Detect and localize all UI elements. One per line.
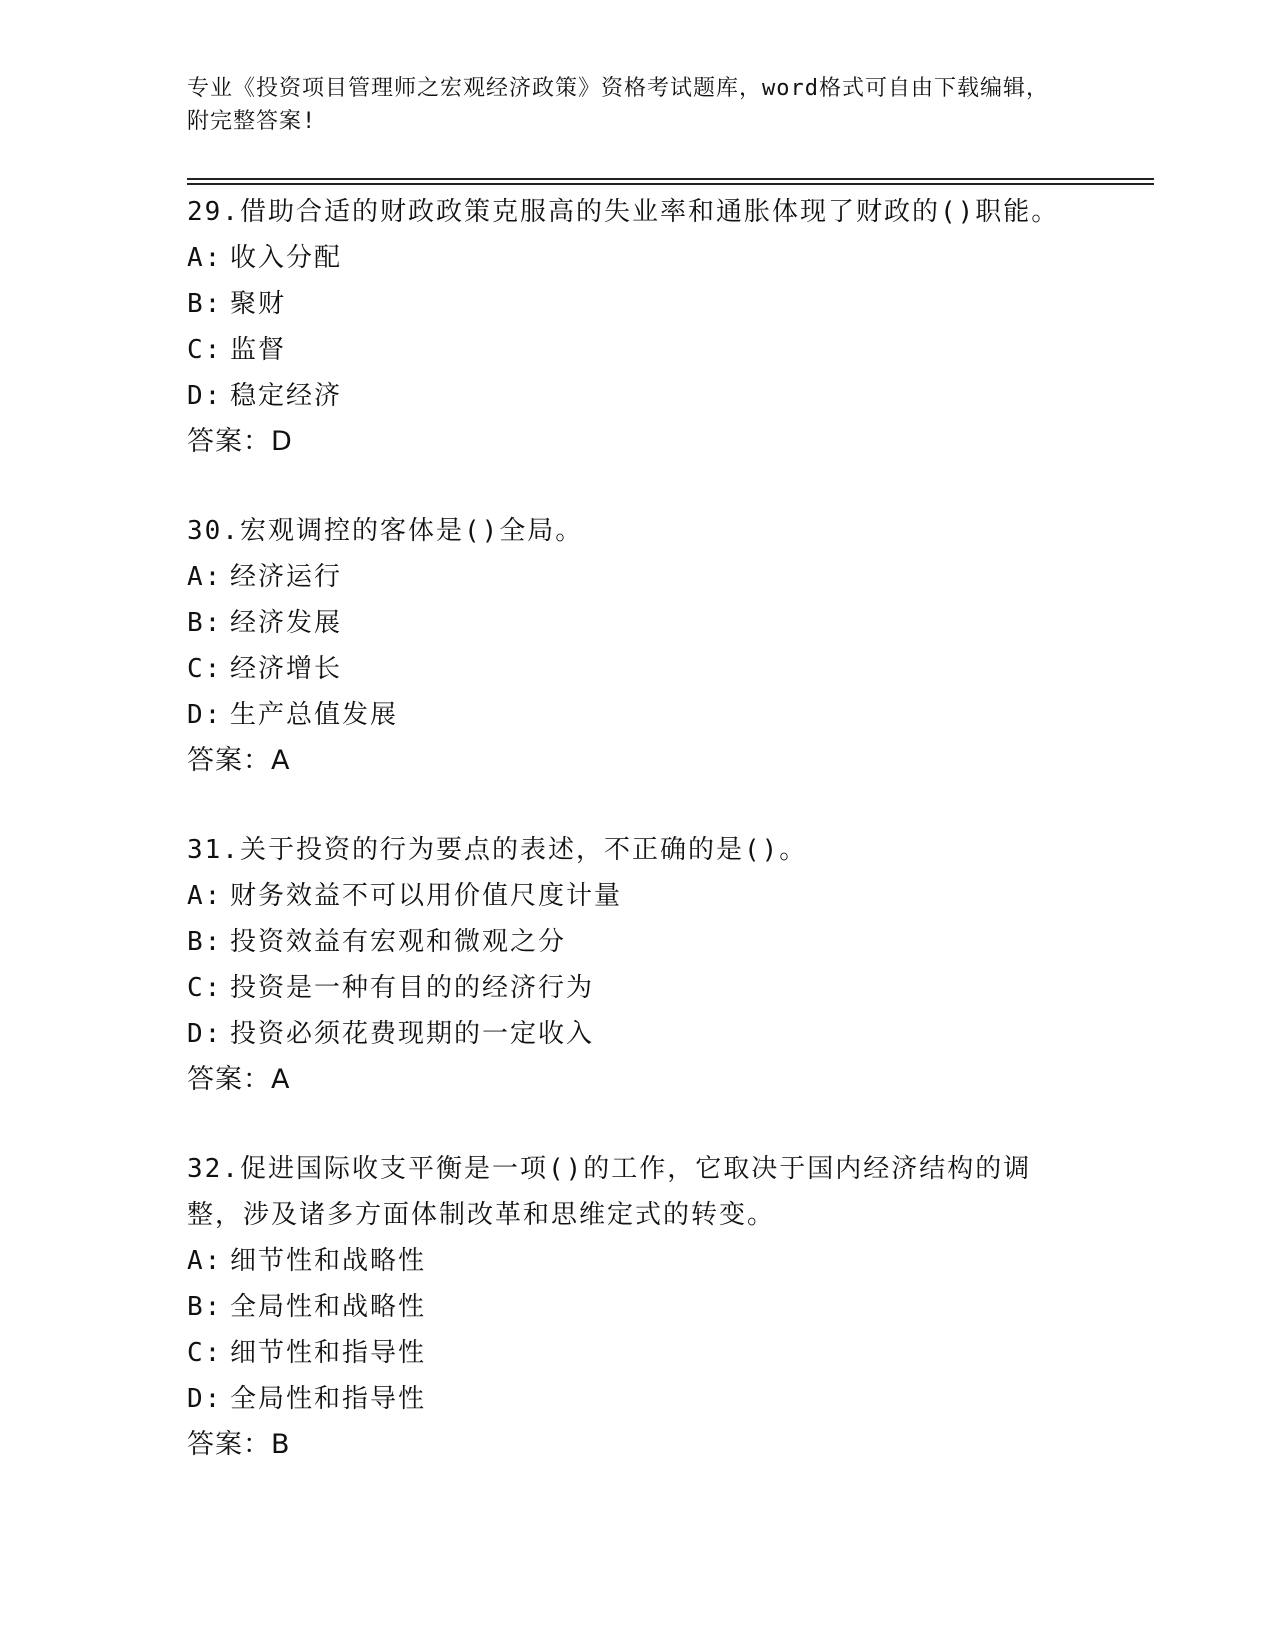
option-b: [187, 281, 1087, 327]
option-text: 经济增长: [230, 654, 343, 684]
option-text: 稳定经济: [230, 381, 343, 411]
question-stem: 32.促进国际收支平衡是一项()的工作，它取决于国内经济结构的调整，涉及诸多方面体制改革和思维定式的转变。: [187, 1154, 1032, 1230]
option-letter: D:: [187, 700, 223, 730]
option-letter: C:: [187, 1338, 223, 1368]
option-letter: A:: [187, 1246, 223, 1276]
option-letter: B:: [187, 927, 223, 957]
answer-line: 答案：A: [187, 1064, 291, 1095]
option-letter: B:: [187, 1292, 223, 1322]
option-text: 细节性和指导性: [230, 1338, 427, 1368]
option-a: [187, 873, 1087, 919]
answer-line: 答案：A: [187, 745, 291, 776]
option-letter: C:: [187, 973, 223, 1003]
option-letter: A:: [187, 243, 223, 273]
option-text: 经济运行: [230, 562, 343, 592]
question-stem: 29.借助合适的财政政策克服高的失业率和通胀体现了财政的()职能。: [187, 197, 1060, 227]
question-31: [187, 827, 1087, 1103]
option-text: 聚财: [230, 289, 287, 319]
option-letter: B:: [187, 289, 223, 319]
option-b: [187, 1284, 1087, 1330]
option-a: [187, 235, 1087, 281]
option-c: [187, 327, 1087, 373]
document-intro: 专业《投资项目管理师之宏观经济政策》资格考试题库，word格式可自由下载编辑，附完整答案!: [187, 76, 1049, 134]
option-d: [187, 692, 1087, 738]
answer-line: 答案：B: [187, 1429, 291, 1460]
option-text: 投资是一种有目的的经济行为: [230, 973, 595, 1003]
header-divider: [187, 178, 1154, 185]
option-letter: D:: [187, 1384, 223, 1414]
option-c: [187, 1330, 1087, 1376]
option-text: 生产总值发展: [230, 700, 399, 730]
option-text: 财务效益不可以用价值尺度计量: [230, 881, 623, 911]
question-stem: 30.宏观调控的客体是()全局。: [187, 516, 584, 546]
option-d: [187, 1376, 1087, 1422]
answer-line: 答案：D: [187, 426, 293, 457]
option-text: 收入分配: [230, 243, 343, 273]
question-30: [187, 508, 1087, 784]
question-32: [187, 1146, 1087, 1468]
option-letter: C:: [187, 335, 223, 365]
option-text: 全局性和战略性: [230, 1292, 427, 1322]
option-text: 经济发展: [230, 608, 343, 638]
option-letter: D:: [187, 381, 223, 411]
option-letter: C:: [187, 654, 223, 684]
option-letter: B:: [187, 608, 223, 638]
question-stem: 31.关于投资的行为要点的表述，不正确的是()。: [187, 835, 808, 865]
option-d: [187, 1011, 1087, 1057]
option-a: [187, 554, 1087, 600]
option-text: 投资必须花费现期的一定收入: [230, 1019, 595, 1049]
option-b: [187, 600, 1087, 646]
option-b: [187, 919, 1087, 965]
option-c: [187, 646, 1087, 692]
option-d: [187, 373, 1087, 419]
option-text: 投资效益有宏观和微观之分: [230, 927, 567, 957]
option-c: [187, 965, 1087, 1011]
option-letter: A:: [187, 562, 223, 592]
option-letter: A:: [187, 881, 223, 911]
option-text: 细节性和战略性: [230, 1246, 427, 1276]
option-letter: D:: [187, 1019, 223, 1049]
question-29: [187, 189, 1087, 465]
option-text: 全局性和指导性: [230, 1384, 427, 1414]
option-a: [187, 1238, 1087, 1284]
option-text: 监督: [230, 335, 287, 365]
